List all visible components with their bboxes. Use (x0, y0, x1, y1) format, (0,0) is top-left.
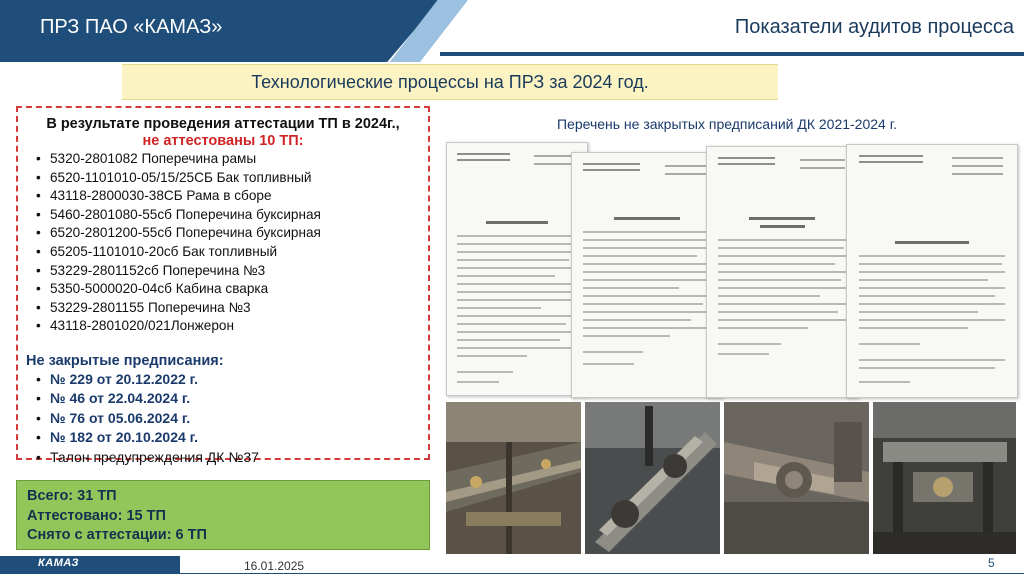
summary-removed: Снято с аттестации: 6 ТП (27, 527, 207, 543)
page-number: 5 (988, 556, 995, 570)
photo-crossmember-jig (585, 402, 720, 554)
list-item: • 6520-2801200-55сб Поперечина буксирная (26, 224, 321, 243)
open-orders-title: Не закрытые предписания: (26, 353, 224, 369)
uncertified-list (26, 150, 321, 336)
list-item: • 43118-2801020/021Лонжерон (26, 317, 321, 336)
list-item: • 53229-2801155 Поперечина №3 (26, 299, 321, 318)
list-item: • 65205-1101010-20сб Бак топливный (26, 243, 321, 262)
open-orders-list (26, 370, 259, 467)
document-scan (706, 146, 858, 398)
footer-brand-bar (0, 556, 180, 574)
list-item: • 5350-5000020-04сб Кабина сварка (26, 280, 321, 299)
attestation-subtitle: не аттестованы 10 ТП: (142, 133, 304, 149)
list-item: • № 229 от 20.12.2022 г. (26, 370, 259, 389)
list-item: • 53229-2801152сб Поперечина №3 (26, 262, 321, 281)
list-item: • № 182 от 20.10.2024 г. (26, 428, 259, 447)
document-scan (846, 144, 1018, 398)
document-scan (446, 142, 588, 396)
list-item: • 5460-2801080-55сб Поперечина буксирная (26, 206, 321, 225)
list-item: • № 46 от 22.04.2024 г. (26, 389, 259, 408)
section-title: Показатели аудитов процесса (734, 16, 1014, 38)
attestation-panel (16, 106, 430, 465)
workshop-photos (446, 402, 1016, 554)
slide-subtitle (122, 64, 778, 100)
kamaz-logo: КАМАЗ (38, 557, 79, 569)
photo-assembly-stand (873, 402, 1016, 554)
documents-title: Перечень не закрытых предписаний ДК 2021-2024 г. (556, 116, 898, 132)
summary-total: Всего: 31 ТП (27, 488, 117, 504)
document-scans (446, 136, 1016, 398)
list-item: • 43118-2800030-38СБ Рама в сборе (26, 187, 321, 206)
footer-date: 16.01.2025 (244, 559, 305, 573)
summary-certified: Аттестовано: 15 ТП (27, 507, 166, 524)
header-divider (440, 52, 1024, 56)
attestation-title: В результате проведения аттестации ТП в 2024г., (46, 116, 400, 132)
org-title: ПРЗ ПАО «КАМАЗ» (40, 16, 223, 38)
photo-frame-welding (446, 402, 581, 554)
summary-box (16, 480, 430, 550)
photo-part-closeup (724, 402, 869, 554)
document-scan (571, 152, 723, 398)
list-item: • 5320-2801082 Поперечина рамы (26, 150, 321, 169)
list-item: • 6520-1101010-05/15/25СБ Бак топливный (26, 169, 321, 188)
warning-item: • Талон предупреждения ДК №37 (26, 448, 259, 467)
subtitle-text: Технологические процессы на ПРЗ за 2024 год. (251, 71, 649, 92)
list-item: • № 76 от 05.06.2024 г. (26, 409, 259, 428)
